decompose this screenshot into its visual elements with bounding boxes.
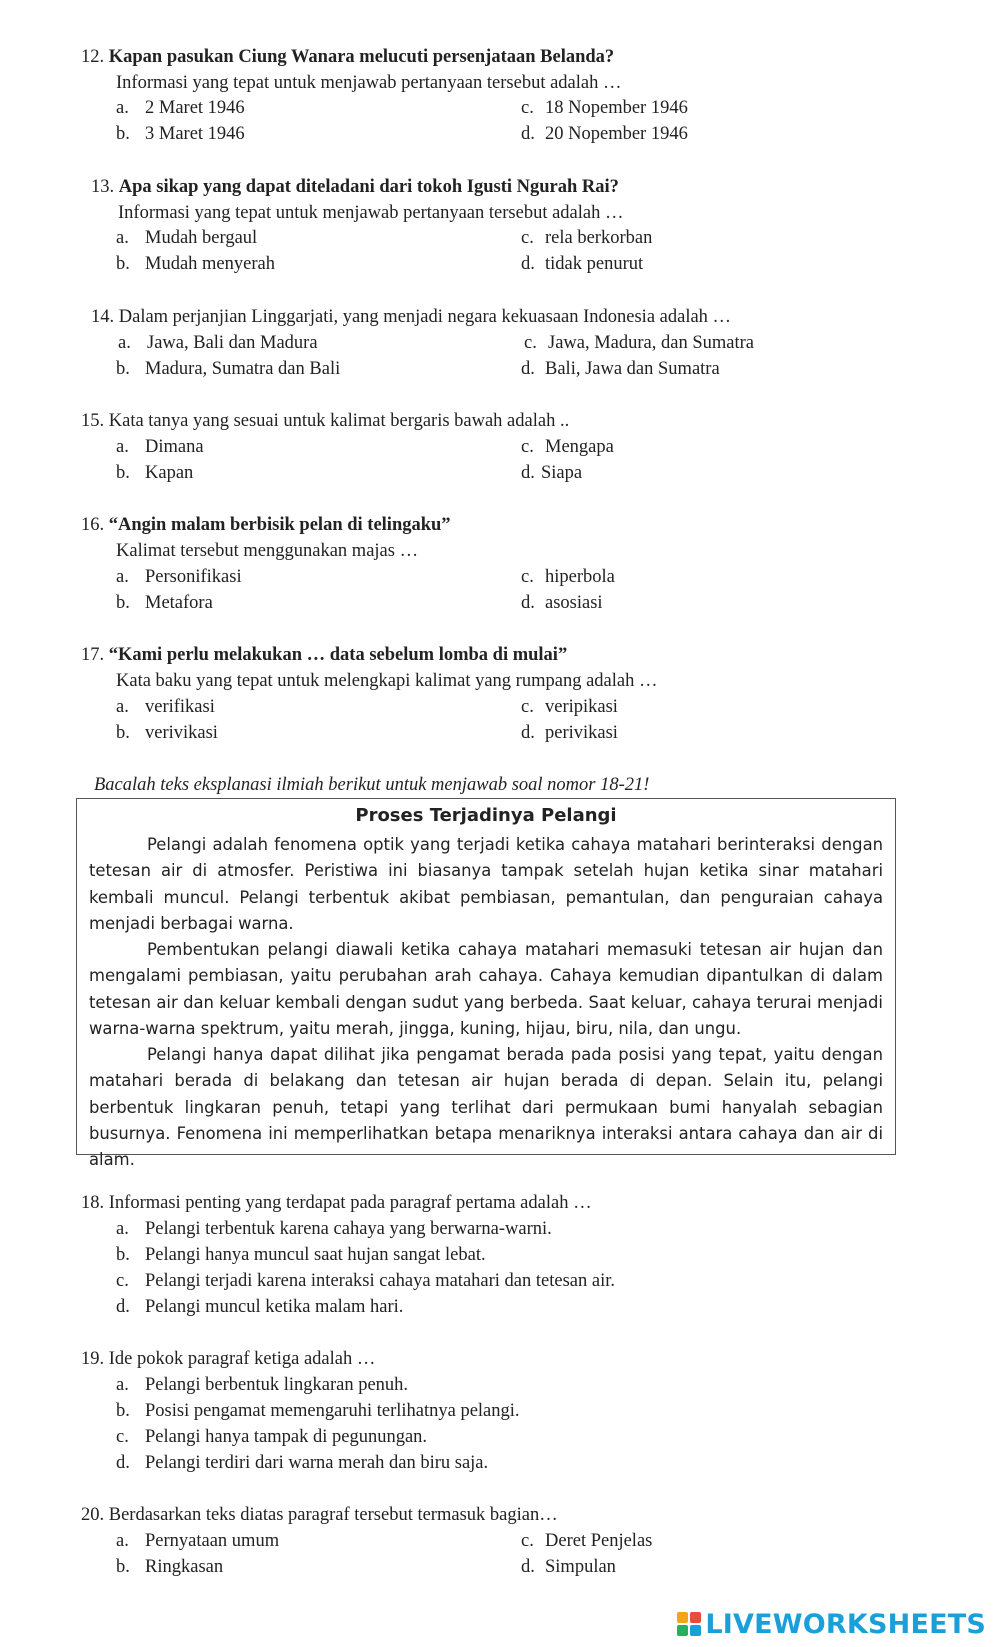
option-d[interactable]: d. perivikasi bbox=[521, 723, 618, 743]
logo-grid-icon bbox=[677, 1612, 701, 1636]
question-subtext: Informasi yang tepat untuk menjawab pertanyaan tersebut adalah … bbox=[118, 203, 624, 223]
option-a[interactable]: a. Personifikasi bbox=[116, 567, 242, 587]
option-c[interactable]: c. 18 Nopember 1946 bbox=[521, 98, 688, 118]
option-b[interactable]: b. Metafora bbox=[116, 593, 213, 613]
option-a[interactable]: a. Pelangi berbentuk lingkaran penuh. bbox=[116, 1375, 409, 1395]
question-number: 16. bbox=[81, 515, 105, 535]
option-b[interactable]: b. Madura, Sumatra dan Bali bbox=[116, 359, 341, 379]
passage-box bbox=[76, 798, 896, 1170]
option-c[interactable]: c. Jawa, Madura, dan Sumatra bbox=[524, 333, 755, 353]
option-b[interactable]: b. 3 Maret 1946 bbox=[116, 124, 245, 144]
option-b[interactable]: b. Ringkasan bbox=[116, 1557, 224, 1577]
option-c[interactable]: c. Pelangi terjadi karena interaksi cahaya matahari dan tetesan air. bbox=[116, 1271, 615, 1291]
option-d[interactable]: d. tidak penurut bbox=[521, 254, 644, 274]
option-c[interactable]: c. rela berkorban bbox=[521, 228, 653, 248]
passage-paragraph-2: Pembentukan pelangi diawali ketika cahaya matahari memasuki tetesan air hujan dan mengalami pembiasan, yaitu perubahan arah cahaya. Cahaya kemudian dipantulkan di dalam tetesan air dan keluar kembali dengan sudut yang berbeda. Saat keluar, cahaya terurai menjadi warna-warna spektrum, yaitu merah, jingga, kuning, hijau, biru, nila, dan ungu. bbox=[89, 940, 883, 1038]
option-b[interactable]: b. Kapan bbox=[116, 463, 194, 483]
question-number: 14. bbox=[91, 307, 115, 327]
question-number: 20. bbox=[81, 1505, 105, 1525]
question-text: “Kami perlu melakukan … data sebelum lomba di mulai” bbox=[108, 645, 568, 665]
passage-paragraph-3: Pelangi hanya dapat dilihat jika pengamat berada pada posisi yang tepat, yaitu dengan matahari berada di belakang dan tetesan air hujan berada di depan. Selain itu, pelangi berbentuk lingkaran penuh, tetapi yang terlihat dari permukaan bumi hanyalah sebagian busurnya. Fenomena ini memperlihatkan betapa menariknya interaksi antara cahaya dan air di alam. bbox=[89, 1045, 883, 1170]
option-d[interactable]: d. Siapa bbox=[521, 463, 583, 483]
option-c[interactable]: c. Pelangi hanya tampak di pegunungan. bbox=[116, 1427, 428, 1447]
option-b[interactable]: b. Posisi pengamat memengaruhi terlihatnya pelangi. bbox=[116, 1401, 520, 1421]
question-text: Kapan pasukan Ciung Wanara melucuti persenjataan Belanda? bbox=[108, 47, 615, 67]
option-d[interactable]: d. Simpulan bbox=[521, 1557, 616, 1577]
question-number: 12. bbox=[81, 47, 105, 67]
option-c[interactable]: c. veripikasi bbox=[521, 697, 618, 717]
option-a[interactable]: a. Dimana bbox=[116, 437, 204, 457]
question-text: Berdasarkan teks diatas paragraf tersebut termasuk bagian… bbox=[108, 1505, 558, 1525]
question-subtext: Kata baku yang tepat untuk melengkapi kalimat yang rumpang adalah … bbox=[116, 671, 658, 691]
question-number: 13. bbox=[91, 177, 115, 197]
question-number: 19. bbox=[81, 1349, 105, 1369]
question-text: Informasi penting yang terdapat pada paragraf pertama adalah … bbox=[108, 1193, 592, 1213]
option-c[interactable]: c. Mengapa bbox=[521, 437, 614, 457]
question-subtext: Informasi yang tepat untuk menjawab pertanyaan tersebut adalah … bbox=[116, 73, 622, 93]
passage-title: Proses Terjadinya Pelangi bbox=[355, 805, 617, 826]
passage-paragraph-1: Pelangi adalah fenomena optik yang terjadi ketika cahaya matahari berinteraksi dengan tetesan air di atmosfer. Peristiwa ini biasanya tampak setelah hujan ketika sinar matahari kembali muncul. Pelangi terbentuk akibat pembiasan, pemantulan, dan penguraian cahaya menjadi berbagai warna. bbox=[89, 835, 883, 933]
logo-text: LIVEWORKSHEETS bbox=[705, 1608, 986, 1640]
question-text: Ide pokok paragraf ketiga adalah … bbox=[108, 1349, 376, 1369]
option-c[interactable]: c. Deret Penjelas bbox=[521, 1531, 653, 1551]
option-a[interactable]: a. 2 Maret 1946 bbox=[116, 98, 245, 118]
option-c[interactable]: c. hiperbola bbox=[521, 567, 615, 587]
option-a[interactable]: a. Pelangi terbentuk karena cahaya yang berwarna-warni. bbox=[116, 1219, 552, 1239]
question-text: Dalam perjanjian Linggarjati, yang menjadi negara kekuasaan Indonesia adalah … bbox=[118, 307, 732, 327]
option-a[interactable]: a. Jawa, Bali dan Madura bbox=[118, 333, 318, 353]
liveworksheets-logo bbox=[677, 1609, 986, 1639]
question-number: 17. bbox=[81, 645, 105, 665]
option-d[interactable]: d. Bali, Jawa dan Sumatra bbox=[521, 359, 720, 379]
question-number: 18. bbox=[81, 1193, 105, 1213]
question-text: Apa sikap yang dapat diteladani dari tokoh Igusti Ngurah Rai? bbox=[118, 177, 619, 197]
option-b[interactable]: b. verivikasi bbox=[116, 723, 218, 743]
option-a[interactable]: a. Pernyataan umum bbox=[116, 1531, 280, 1551]
question-subtext: Kalimat tersebut menggunakan majas … bbox=[116, 541, 419, 561]
option-b[interactable]: b. Pelangi hanya muncul saat hujan sangat lebat. bbox=[116, 1245, 486, 1265]
option-a[interactable]: a. verifikasi bbox=[116, 697, 215, 717]
option-d[interactable]: d. Pelangi terdiri dari warna merah dan biru saja. bbox=[116, 1453, 489, 1473]
option-a[interactable]: a. Mudah bergaul bbox=[116, 228, 258, 248]
option-d[interactable]: d. Pelangi muncul ketika malam hari. bbox=[116, 1297, 404, 1317]
option-d[interactable]: d. asosiasi bbox=[521, 593, 603, 613]
passage-instruction: Bacalah teks eksplanasi ilmiah berikut untuk menjawab soal nomor 18-21! bbox=[94, 775, 650, 795]
question-text: “Angin malam berbisik pelan di telingaku” bbox=[108, 515, 451, 535]
question-number: 15. bbox=[81, 411, 105, 431]
question-text: Kata tanya yang sesuai untuk kalimat bergaris bawah adalah .. bbox=[108, 411, 570, 431]
option-d[interactable]: d. 20 Nopember 1946 bbox=[521, 124, 688, 144]
option-b[interactable]: b. Mudah menyerah bbox=[116, 254, 275, 274]
